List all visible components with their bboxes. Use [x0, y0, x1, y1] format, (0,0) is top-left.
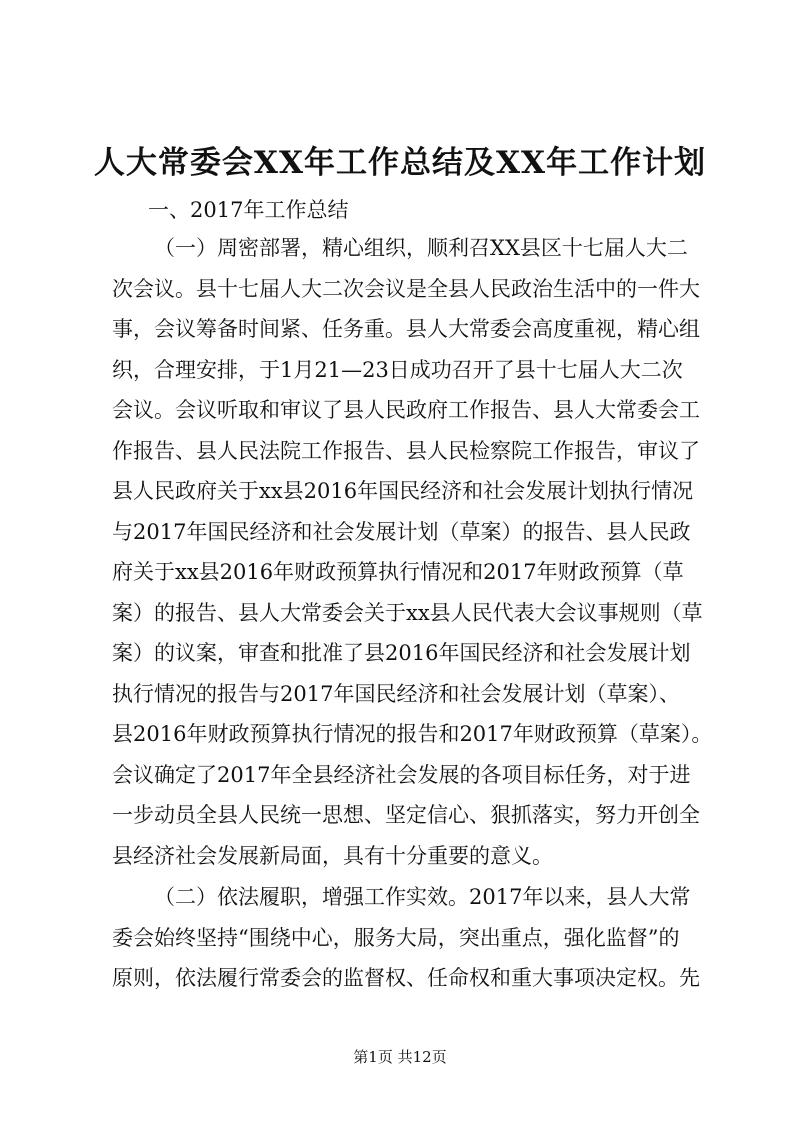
paragraph-line: 织，合理安排，于1月21—23日成功召开了县十七届人大二次	[112, 357, 683, 382]
paragraph-line: 委会始终坚持“围绕中心，服务大局，突出重点，强化监督”的	[112, 925, 680, 950]
paragraph-line: 执行情况的报告与2017年国民经济和社会发展计划（草案）、	[112, 681, 680, 706]
section-heading: 一、2017年工作总结	[148, 198, 349, 222]
paragraph-line: 案）的报告、县人大常委会关于xx县人民代表大会议事规则（草	[112, 600, 703, 625]
paragraph-2	[112, 877, 712, 999]
paragraph-line: 案）的议案，审查和批准了县2016年国民经济和社会发展计划	[112, 641, 691, 665]
paragraph-line: 县2016年财政预算执行情况的报告和2017年财政预算（草案）。	[112, 722, 712, 746]
paragraph-line: 会议。会议听取和审议了县人民政府工作报告、县人大常委会工	[112, 398, 700, 422]
paragraph-line: 县人民政府关于xx县2016年国民经济和社会发展计划执行情况	[112, 479, 694, 503]
paragraph-line: （二）依法履职，增强工作实效。2017年以来，县人大常	[154, 885, 691, 909]
document-title: 人大常委会XX年工作总结及XX年工作计划	[93, 145, 707, 181]
paragraph-line: （一）周密部署，精心组织，顺利召XX县区十七届人大二	[154, 236, 688, 260]
paragraph-line: 县经济社会发展新局面，具有十分重要的意义。	[112, 843, 553, 868]
paragraph-line: 作报告、县人民法院工作报告、县人民检察院工作报告，审议了	[112, 438, 700, 463]
paragraph-line: 次会议。县十七届人大二次会议是全县人民政治生活中的一件大	[112, 276, 700, 301]
paragraph-line: 一步动员全县人民统一思想、坚定信心、狠抓落实，努力开创全	[112, 803, 700, 827]
page-footer: 第1页 共12页	[353, 1048, 447, 1066]
paragraph-line: 会议确定了2017年全县经济社会发展的各项目标任务，对于进	[112, 762, 691, 787]
paragraph-line: 府关于xx县2016年财政预算执行情况和2017年财政预算（草	[112, 560, 684, 584]
paragraph-line: 事，会议筹备时间紧、任务重。县人大常委会高度重视，精心组	[112, 317, 700, 341]
paragraph-line: 原则，依法履行常委会的监督权、任命权和重大事项决定权。先	[112, 966, 700, 990]
paragraph-line: 与2017年国民经济和社会发展计划（草案）的报告、县人民政	[112, 519, 691, 544]
paragraph-1	[112, 228, 712, 876]
